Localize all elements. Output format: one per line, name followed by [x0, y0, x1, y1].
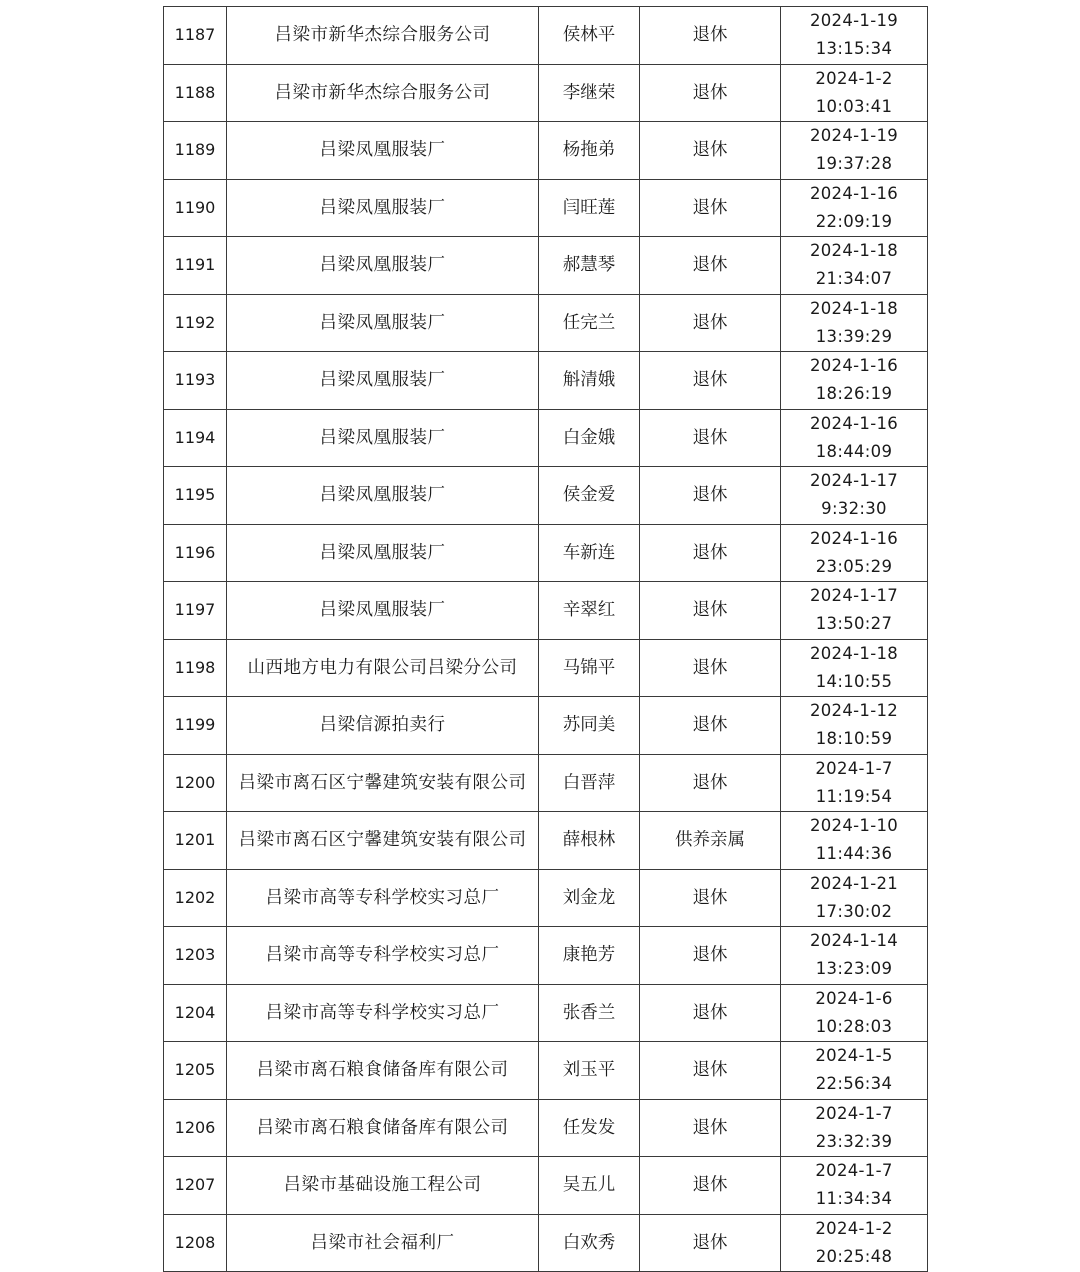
unit-name: 吕梁凤凰服装厂 — [227, 582, 539, 640]
row-number: 1191 — [164, 237, 227, 295]
timestamp-time: 17:30:02 — [815, 901, 893, 921]
record-type: 退休 — [640, 869, 781, 927]
table-row — [164, 409, 928, 467]
timestamp-date: 2024-1-7 — [815, 1161, 893, 1181]
timestamp-time: 11:19:54 — [815, 786, 893, 806]
timestamp-date: 2024-1-19 — [809, 11, 899, 31]
row-number: 1207 — [164, 1157, 227, 1215]
table-row — [164, 64, 928, 122]
person-name: 任发发 — [539, 1099, 640, 1157]
unit-name: 吕梁凤凰服装厂 — [227, 467, 539, 525]
timestamp-time: 20:25:48 — [815, 1246, 893, 1266]
timestamp-date: 2024-1-18 — [809, 298, 899, 318]
record-sheet — [163, 6, 927, 1272]
timestamp — [781, 582, 928, 640]
timestamp — [781, 697, 928, 755]
table-row — [164, 1042, 928, 1100]
person-name: 闫旺莲 — [539, 179, 640, 237]
person-name: 任完兰 — [539, 294, 640, 352]
timestamp — [781, 1214, 928, 1272]
unit-name: 吕梁市新华杰综合服务公司 — [227, 7, 539, 65]
timestamp-date: 2024-1-14 — [809, 931, 899, 951]
row-number: 1189 — [164, 122, 227, 180]
timestamp-date: 2024-1-16 — [809, 183, 899, 203]
timestamp — [781, 1042, 928, 1100]
timestamp-date: 2024-1-5 — [815, 1046, 893, 1066]
record-type: 退休 — [640, 524, 781, 582]
timestamp-time: 10:28:03 — [815, 1016, 893, 1036]
unit-name: 吕梁市新华杰综合服务公司 — [227, 64, 539, 122]
record-type: 退休 — [640, 179, 781, 237]
timestamp-date: 2024-1-17 — [809, 471, 899, 491]
timestamp-time: 23:32:39 — [815, 1131, 893, 1151]
unit-name: 吕梁凤凰服装厂 — [227, 237, 539, 295]
table-row — [164, 7, 928, 65]
row-number: 1196 — [164, 524, 227, 582]
person-name: 侯金爱 — [539, 467, 640, 525]
table-row — [164, 179, 928, 237]
timestamp-date: 2024-1-21 — [809, 873, 899, 893]
timestamp-date: 2024-1-7 — [815, 1103, 893, 1123]
unit-name: 吕梁凤凰服装厂 — [227, 179, 539, 237]
timestamp — [781, 754, 928, 812]
unit-name: 山西地方电力有限公司吕梁分公司 — [227, 639, 539, 697]
person-name: 马锦平 — [539, 639, 640, 697]
timestamp-time: 13:15:34 — [815, 39, 893, 59]
timestamp — [781, 524, 928, 582]
timestamp-date: 2024-1-16 — [809, 528, 899, 548]
timestamp — [781, 7, 928, 65]
table-row — [164, 984, 928, 1042]
timestamp — [781, 812, 928, 870]
person-name: 白金娥 — [539, 409, 640, 467]
timestamp-time: 18:10:59 — [815, 729, 893, 749]
unit-name: 吕梁市社会福利厂 — [227, 1214, 539, 1272]
record-type: 退休 — [640, 1214, 781, 1272]
timestamp-date: 2024-1-18 — [809, 241, 899, 261]
unit-name: 吕梁市高等专科学校实习总厂 — [227, 869, 539, 927]
table-row — [164, 1099, 928, 1157]
unit-name: 吕梁凤凰服装厂 — [227, 294, 539, 352]
record-type: 退休 — [640, 409, 781, 467]
row-number: 1204 — [164, 984, 227, 1042]
row-number: 1206 — [164, 1099, 227, 1157]
row-number: 1198 — [164, 639, 227, 697]
timestamp — [781, 179, 928, 237]
table-row — [164, 1214, 928, 1272]
person-name: 刘金龙 — [539, 869, 640, 927]
table-row — [164, 639, 928, 697]
timestamp — [781, 984, 928, 1042]
row-number: 1194 — [164, 409, 227, 467]
row-number: 1187 — [164, 7, 227, 65]
timestamp — [781, 294, 928, 352]
timestamp-time: 22:56:34 — [815, 1074, 893, 1094]
record-type: 退休 — [640, 754, 781, 812]
timestamp — [781, 869, 928, 927]
person-name: 李继荣 — [539, 64, 640, 122]
record-type: 退休 — [640, 352, 781, 410]
timestamp-time: 11:44:36 — [815, 844, 893, 864]
row-number: 1208 — [164, 1214, 227, 1272]
timestamp-time: 13:23:09 — [815, 959, 893, 979]
unit-name: 吕梁市离石粮食储备库有限公司 — [227, 1042, 539, 1100]
timestamp-time: 23:05:29 — [815, 556, 893, 576]
record-type: 退休 — [640, 984, 781, 1042]
person-name: 白欢秀 — [539, 1214, 640, 1272]
record-type: 退休 — [640, 1157, 781, 1215]
record-type: 退休 — [640, 237, 781, 295]
unit-name: 吕梁市高等专科学校实习总厂 — [227, 927, 539, 985]
table-row — [164, 582, 928, 640]
record-type: 退休 — [640, 927, 781, 985]
timestamp-time: 18:44:09 — [815, 441, 893, 461]
row-number: 1199 — [164, 697, 227, 755]
table-row — [164, 237, 928, 295]
person-name: 辛翠红 — [539, 582, 640, 640]
timestamp-time: 11:34:34 — [815, 1189, 893, 1209]
timestamp-date: 2024-1-10 — [809, 816, 899, 836]
timestamp — [781, 237, 928, 295]
unit-name: 吕梁市离石区宁馨建筑安装有限公司 — [227, 754, 539, 812]
timestamp — [781, 122, 928, 180]
timestamp-date: 2024-1-19 — [809, 126, 899, 146]
row-number: 1203 — [164, 927, 227, 985]
unit-name: 吕梁凤凰服装厂 — [227, 409, 539, 467]
timestamp-time: 14:10:55 — [815, 671, 893, 691]
timestamp — [781, 927, 928, 985]
timestamp-date: 2024-1-2 — [815, 1218, 893, 1238]
unit-name: 吕梁凤凰服装厂 — [227, 352, 539, 410]
record-type: 退休 — [640, 1042, 781, 1100]
record-type: 退休 — [640, 294, 781, 352]
table-row — [164, 524, 928, 582]
row-number: 1200 — [164, 754, 227, 812]
timestamp-date: 2024-1-7 — [815, 758, 893, 778]
person-name: 斛清娥 — [539, 352, 640, 410]
person-name: 刘玉平 — [539, 1042, 640, 1100]
table-row — [164, 122, 928, 180]
person-name: 侯林平 — [539, 7, 640, 65]
timestamp — [781, 1157, 928, 1215]
record-type: 退休 — [640, 64, 781, 122]
table-row — [164, 927, 928, 985]
row-number: 1197 — [164, 582, 227, 640]
row-number: 1201 — [164, 812, 227, 870]
person-name: 杨拖弟 — [539, 122, 640, 180]
timestamp-date: 2024-1-2 — [815, 68, 893, 88]
person-name: 张香兰 — [539, 984, 640, 1042]
table-row — [164, 754, 928, 812]
timestamp-time: 13:50:27 — [815, 614, 893, 634]
unit-name: 吕梁市基础设施工程公司 — [227, 1157, 539, 1215]
timestamp — [781, 1099, 928, 1157]
table-row — [164, 294, 928, 352]
timestamp-time: 19:37:28 — [815, 154, 893, 174]
person-name: 苏同美 — [539, 697, 640, 755]
timestamp-date: 2024-1-18 — [809, 643, 899, 663]
record-type: 退休 — [640, 7, 781, 65]
record-type: 退休 — [640, 122, 781, 180]
timestamp-date: 2024-1-12 — [809, 701, 899, 721]
records-table — [163, 6, 928, 1272]
record-type: 退休 — [640, 697, 781, 755]
unit-name: 吕梁市离石区宁馨建筑安装有限公司 — [227, 812, 539, 870]
person-name: 白晋萍 — [539, 754, 640, 812]
record-type: 退休 — [640, 1099, 781, 1157]
timestamp-date: 2024-1-16 — [809, 356, 899, 376]
timestamp-time: 13:39:29 — [815, 326, 893, 346]
unit-name: 吕梁凤凰服装厂 — [227, 122, 539, 180]
timestamp-date: 2024-1-17 — [809, 586, 899, 606]
timestamp-time: 21:34:07 — [815, 269, 893, 289]
timestamp-date: 2024-1-6 — [815, 988, 893, 1008]
row-number: 1190 — [164, 179, 227, 237]
row-number: 1202 — [164, 869, 227, 927]
timestamp-date: 2024-1-16 — [809, 413, 899, 433]
table-row — [164, 812, 928, 870]
timestamp-time: 22:09:19 — [815, 211, 893, 231]
row-number: 1193 — [164, 352, 227, 410]
table-row — [164, 869, 928, 927]
unit-name: 吕梁凤凰服装厂 — [227, 524, 539, 582]
timestamp — [781, 352, 928, 410]
timestamp — [781, 409, 928, 467]
row-number: 1195 — [164, 467, 227, 525]
unit-name: 吕梁市离石粮食储备库有限公司 — [227, 1099, 539, 1157]
row-number: 1192 — [164, 294, 227, 352]
timestamp-time: 9:32:30 — [821, 499, 887, 519]
unit-name: 吕梁市高等专科学校实习总厂 — [227, 984, 539, 1042]
person-name: 车新连 — [539, 524, 640, 582]
timestamp — [781, 64, 928, 122]
row-number: 1188 — [164, 64, 227, 122]
record-type: 退休 — [640, 582, 781, 640]
timestamp-time: 10:03:41 — [815, 96, 893, 116]
person-name: 吴五儿 — [539, 1157, 640, 1215]
row-number: 1205 — [164, 1042, 227, 1100]
unit-name: 吕梁信源拍卖行 — [227, 697, 539, 755]
timestamp — [781, 639, 928, 697]
timestamp-time: 18:26:19 — [815, 384, 893, 404]
table-row — [164, 467, 928, 525]
record-type: 退休 — [640, 639, 781, 697]
table-row — [164, 697, 928, 755]
table-row — [164, 1157, 928, 1215]
person-name: 薛根林 — [539, 812, 640, 870]
person-name: 郝慧琴 — [539, 237, 640, 295]
timestamp — [781, 467, 928, 525]
record-type: 退休 — [640, 467, 781, 525]
record-type: 供养亲属 — [640, 812, 781, 870]
person-name: 康艳芳 — [539, 927, 640, 985]
table-row — [164, 352, 928, 410]
